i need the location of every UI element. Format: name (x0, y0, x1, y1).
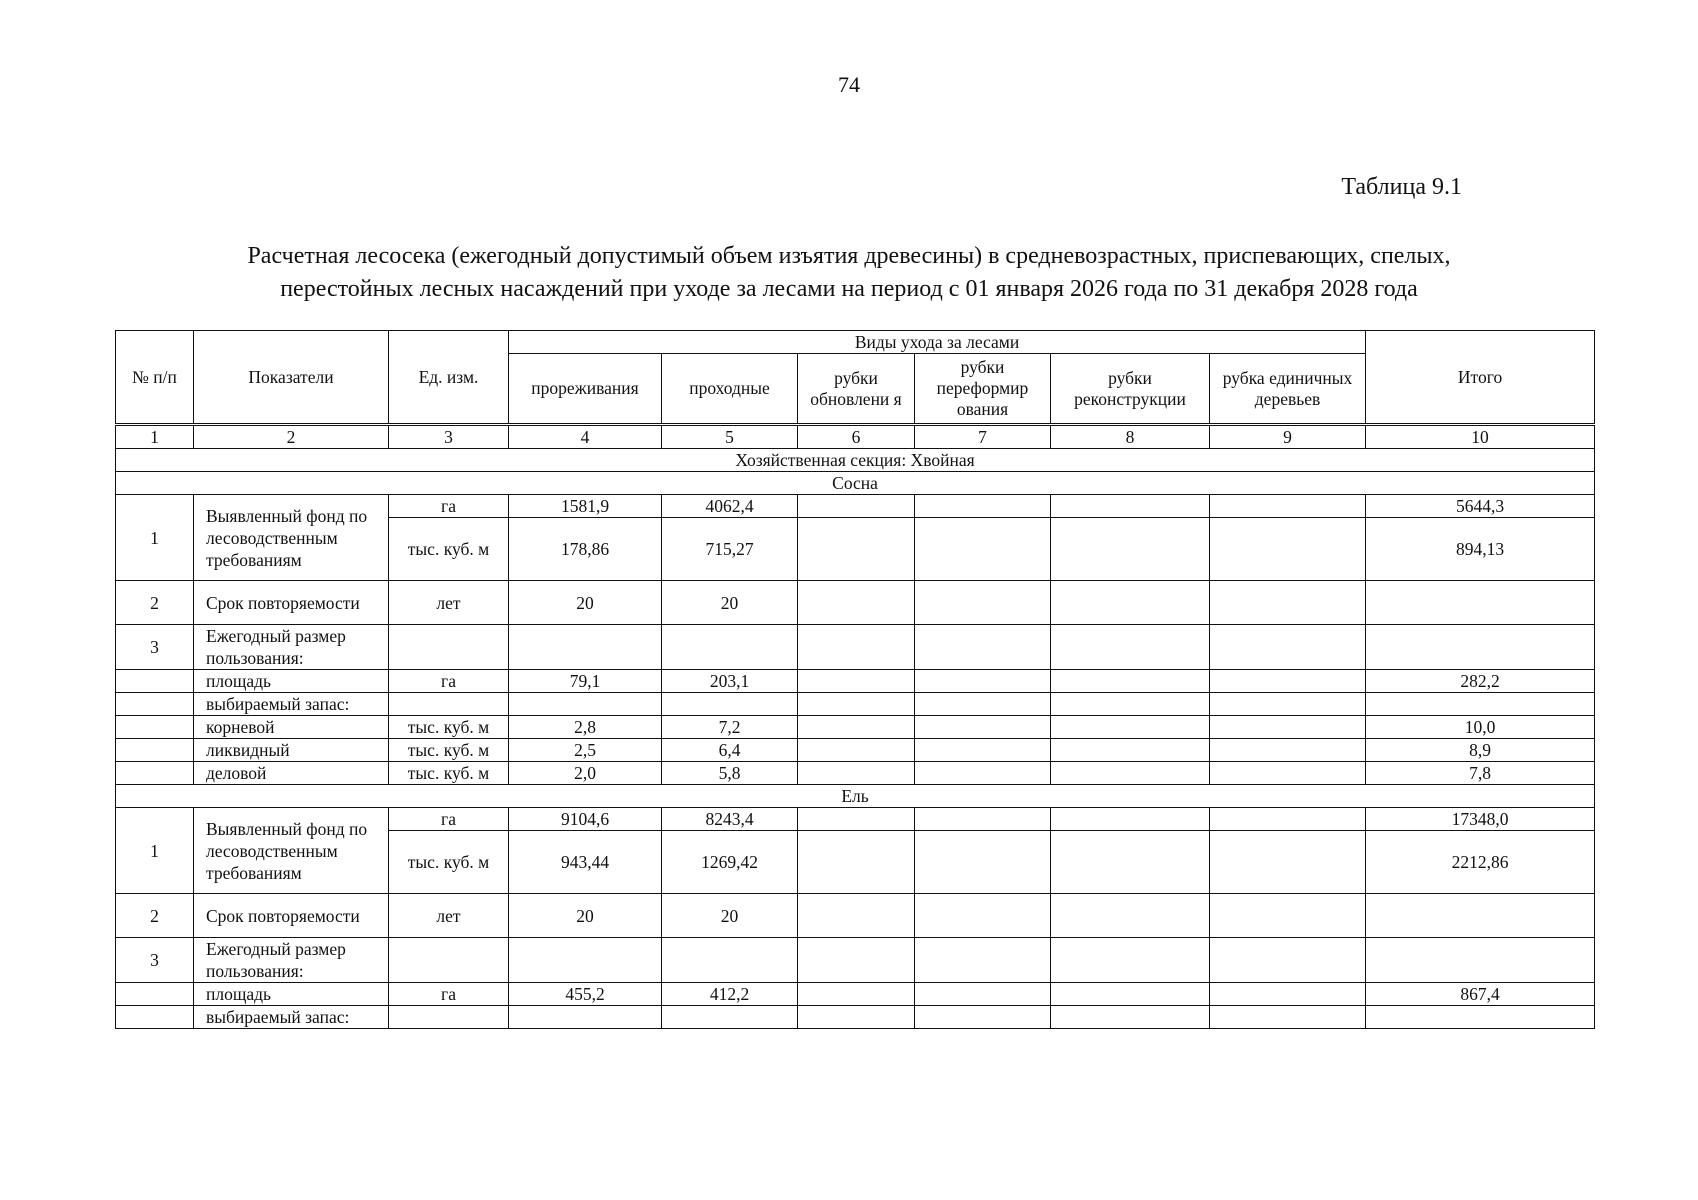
document-title (115, 240, 1583, 306)
cell-empty (915, 670, 1051, 693)
table-caption: Таблица 9.1 (1341, 174, 1462, 200)
cell-empty (915, 938, 1051, 983)
cell-empty (1051, 983, 1210, 1006)
table-row (116, 495, 1595, 518)
cell-c4: 455,2 (509, 983, 662, 1006)
cell-empty (1210, 762, 1366, 785)
row-unit: лет (389, 581, 509, 625)
row-num: 2 (116, 894, 194, 938)
col-number: 2 (194, 425, 389, 449)
row-label: Срок повторяемости (194, 894, 389, 938)
cell-c5: 715,27 (662, 518, 798, 581)
cell-c4: 9104,6 (509, 808, 662, 831)
cell-c5: 203,1 (662, 670, 798, 693)
cell-empty (1051, 808, 1210, 831)
cell-empty (662, 938, 798, 983)
cell-empty (915, 581, 1051, 625)
cell-empty (1210, 808, 1366, 831)
cell-empty (389, 938, 509, 983)
cell-empty (1210, 938, 1366, 983)
row-unit: га (389, 495, 509, 518)
header-num: № п/п (116, 331, 194, 425)
table-row (116, 670, 1595, 693)
cell-empty (915, 808, 1051, 831)
cell-c4: 2,8 (509, 716, 662, 739)
col-number: 5 (662, 425, 798, 449)
header-renewal: рубки обновлени я (798, 354, 915, 425)
cell-empty (1210, 1006, 1366, 1029)
cell-empty (1366, 894, 1595, 938)
cell-empty (116, 1006, 194, 1029)
cell-total: 867,4 (1366, 983, 1595, 1006)
cell-empty (389, 625, 509, 670)
col-number: 4 (509, 425, 662, 449)
cell-total: 10,0 (1366, 716, 1595, 739)
row-unit: тыс. куб. м (389, 518, 509, 581)
cell-total: 5644,3 (1366, 495, 1595, 518)
title-line-2: перестойных лесных насаждений при уходе за лесами на период с 01 января 2026 года по 31 декабря 2028 года (280, 276, 1418, 302)
cell-empty (1366, 693, 1595, 716)
cell-empty (1051, 739, 1210, 762)
cell-empty (1051, 495, 1210, 518)
cell-c4: 20 (509, 581, 662, 625)
table-row (116, 581, 1595, 625)
cell-empty (798, 1006, 915, 1029)
cell-total: 894,13 (1366, 518, 1595, 581)
cell-empty (1366, 581, 1595, 625)
row-label: Срок повторяемости (194, 581, 389, 625)
cell-empty (798, 495, 915, 518)
table-row (116, 983, 1595, 1006)
cell-c5: 8243,4 (662, 808, 798, 831)
cell-empty (798, 581, 915, 625)
cell-empty (1210, 716, 1366, 739)
species-title: Сосна (116, 472, 1595, 495)
cell-empty (798, 831, 915, 894)
header-single-trees: рубка единичных деревьев (1210, 354, 1366, 425)
species-row (116, 785, 1595, 808)
row-num: 1 (116, 808, 194, 894)
cell-empty (1051, 670, 1210, 693)
cell-c4: 20 (509, 894, 662, 938)
header-thinning: прореживания (509, 354, 662, 425)
cell-empty (116, 762, 194, 785)
row-unit: га (389, 983, 509, 1006)
cell-empty (1051, 762, 1210, 785)
cell-empty (662, 693, 798, 716)
cell-empty (798, 670, 915, 693)
cell-empty (662, 1006, 798, 1029)
cell-empty (1210, 518, 1366, 581)
cell-empty (915, 716, 1051, 739)
row-label: Выявленный фонд по лесоводственным требованиям (194, 808, 389, 894)
header-care-types: Виды ухода за лесами (509, 331, 1366, 354)
cell-empty (798, 625, 915, 670)
cell-total: 8,9 (1366, 739, 1595, 762)
page-number: 74 (838, 72, 860, 97)
cell-empty (1051, 1006, 1210, 1029)
col-number: 1 (116, 425, 194, 449)
table-row (116, 938, 1595, 983)
cell-c4: 1581,9 (509, 495, 662, 518)
header-reconstruction: рубки реконструкции (1051, 354, 1210, 425)
cell-total: 7,8 (1366, 762, 1595, 785)
cell-c4: 2,0 (509, 762, 662, 785)
col-number: 7 (915, 425, 1051, 449)
cell-empty (509, 693, 662, 716)
cell-empty (915, 894, 1051, 938)
cell-c5: 20 (662, 581, 798, 625)
cell-empty (116, 670, 194, 693)
forest-cutting-table (115, 330, 1595, 1029)
cell-empty (116, 739, 194, 762)
row-label: выбираемый запас: (194, 1006, 389, 1029)
cell-empty (915, 983, 1051, 1006)
cell-empty (1051, 625, 1210, 670)
section-title: Хозяйственная секция: Хвойная (116, 449, 1595, 472)
row-unit: тыс. куб. м (389, 831, 509, 894)
header-total: Итого (1366, 331, 1595, 425)
cell-c5: 412,2 (662, 983, 798, 1006)
cell-empty (1210, 625, 1366, 670)
cell-empty (798, 716, 915, 739)
species-row (116, 472, 1595, 495)
section-row (116, 449, 1595, 472)
col-number: 8 (1051, 425, 1210, 449)
row-label: площадь (194, 983, 389, 1006)
row-num: 2 (116, 581, 194, 625)
cell-empty (915, 739, 1051, 762)
title-line-1: Расчетная лесосека (ежегодный допустимый объем изъятия древесины) в средневозрастных, приспевающих, спелых, (247, 243, 1451, 269)
cell-empty (798, 762, 915, 785)
table-row (116, 1006, 1595, 1029)
cell-empty (1210, 581, 1366, 625)
header-row-1 (116, 331, 1595, 354)
cell-empty (1210, 670, 1366, 693)
header-reformation: рубки переформир ования (915, 354, 1051, 425)
cell-c5: 5,8 (662, 762, 798, 785)
cell-empty (798, 808, 915, 831)
cell-c4: 2,5 (509, 739, 662, 762)
cell-empty (116, 693, 194, 716)
row-label: деловой (194, 762, 389, 785)
cell-empty (1210, 495, 1366, 518)
species-title: Ель (116, 785, 1595, 808)
column-numbers-row (116, 425, 1595, 449)
row-label: Ежегодный размер пользования: (194, 938, 389, 983)
cell-total: 2212,86 (1366, 831, 1595, 894)
cell-empty (1210, 831, 1366, 894)
cell-c4: 178,86 (509, 518, 662, 581)
row-unit: тыс. куб. м (389, 739, 509, 762)
cell-empty (798, 938, 915, 983)
cell-empty (1366, 1006, 1595, 1029)
cell-empty (1210, 739, 1366, 762)
row-label: корневой (194, 716, 389, 739)
cell-c5: 4062,4 (662, 495, 798, 518)
cell-total: 17348,0 (1366, 808, 1595, 831)
cell-c5: 20 (662, 894, 798, 938)
col-number: 9 (1210, 425, 1366, 449)
cell-empty (509, 1006, 662, 1029)
row-unit: га (389, 670, 509, 693)
row-num: 3 (116, 625, 194, 670)
row-num: 3 (116, 938, 194, 983)
cell-empty (1051, 716, 1210, 739)
cell-empty (798, 894, 915, 938)
row-unit: тыс. куб. м (389, 762, 509, 785)
cell-empty (1051, 518, 1210, 581)
cell-empty (1210, 983, 1366, 1006)
table-row (116, 693, 1595, 716)
header-unit: Ед. изм. (389, 331, 509, 425)
cell-empty (915, 1006, 1051, 1029)
cell-empty (798, 983, 915, 1006)
cell-empty (1051, 581, 1210, 625)
row-label: выбираемый запас: (194, 693, 389, 716)
cell-empty (1366, 625, 1595, 670)
cell-empty (509, 938, 662, 983)
cell-empty (1210, 693, 1366, 716)
cell-empty (915, 693, 1051, 716)
cell-empty (1051, 831, 1210, 894)
cell-empty (798, 518, 915, 581)
header-passage: проходные (662, 354, 798, 425)
cell-empty (1210, 894, 1366, 938)
table-row (116, 625, 1595, 670)
table-row (116, 762, 1595, 785)
cell-empty (389, 1006, 509, 1029)
cell-c4: 79,1 (509, 670, 662, 693)
col-number: 10 (1366, 425, 1595, 449)
cell-empty (116, 716, 194, 739)
cell-c5: 7,2 (662, 716, 798, 739)
row-label: Выявленный фонд по лесоводственным требованиям (194, 495, 389, 581)
cell-empty (509, 625, 662, 670)
cell-c5: 6,4 (662, 739, 798, 762)
table-row (116, 739, 1595, 762)
table-row (116, 716, 1595, 739)
cell-empty (1051, 938, 1210, 983)
row-label: Ежегодный размер пользования: (194, 625, 389, 670)
cell-empty (915, 762, 1051, 785)
cell-empty (798, 693, 915, 716)
col-number: 3 (389, 425, 509, 449)
table-row (116, 808, 1595, 831)
cell-c5: 1269,42 (662, 831, 798, 894)
cell-empty (915, 625, 1051, 670)
row-label: ликвидный (194, 739, 389, 762)
cell-empty (915, 518, 1051, 581)
cell-empty (1366, 938, 1595, 983)
cell-empty (662, 625, 798, 670)
cell-empty (1051, 693, 1210, 716)
row-unit: лет (389, 894, 509, 938)
row-unit: га (389, 808, 509, 831)
cell-c4: 943,44 (509, 831, 662, 894)
cell-empty (389, 693, 509, 716)
row-num: 1 (116, 495, 194, 581)
cell-total: 282,2 (1366, 670, 1595, 693)
col-number: 6 (798, 425, 915, 449)
cell-empty (915, 831, 1051, 894)
cell-empty (1051, 894, 1210, 938)
row-label: площадь (194, 670, 389, 693)
row-unit: тыс. куб. м (389, 716, 509, 739)
cell-empty (915, 495, 1051, 518)
cell-empty (116, 983, 194, 1006)
table-row (116, 894, 1595, 938)
cell-empty (798, 739, 915, 762)
header-indicators: Показатели (194, 331, 389, 425)
